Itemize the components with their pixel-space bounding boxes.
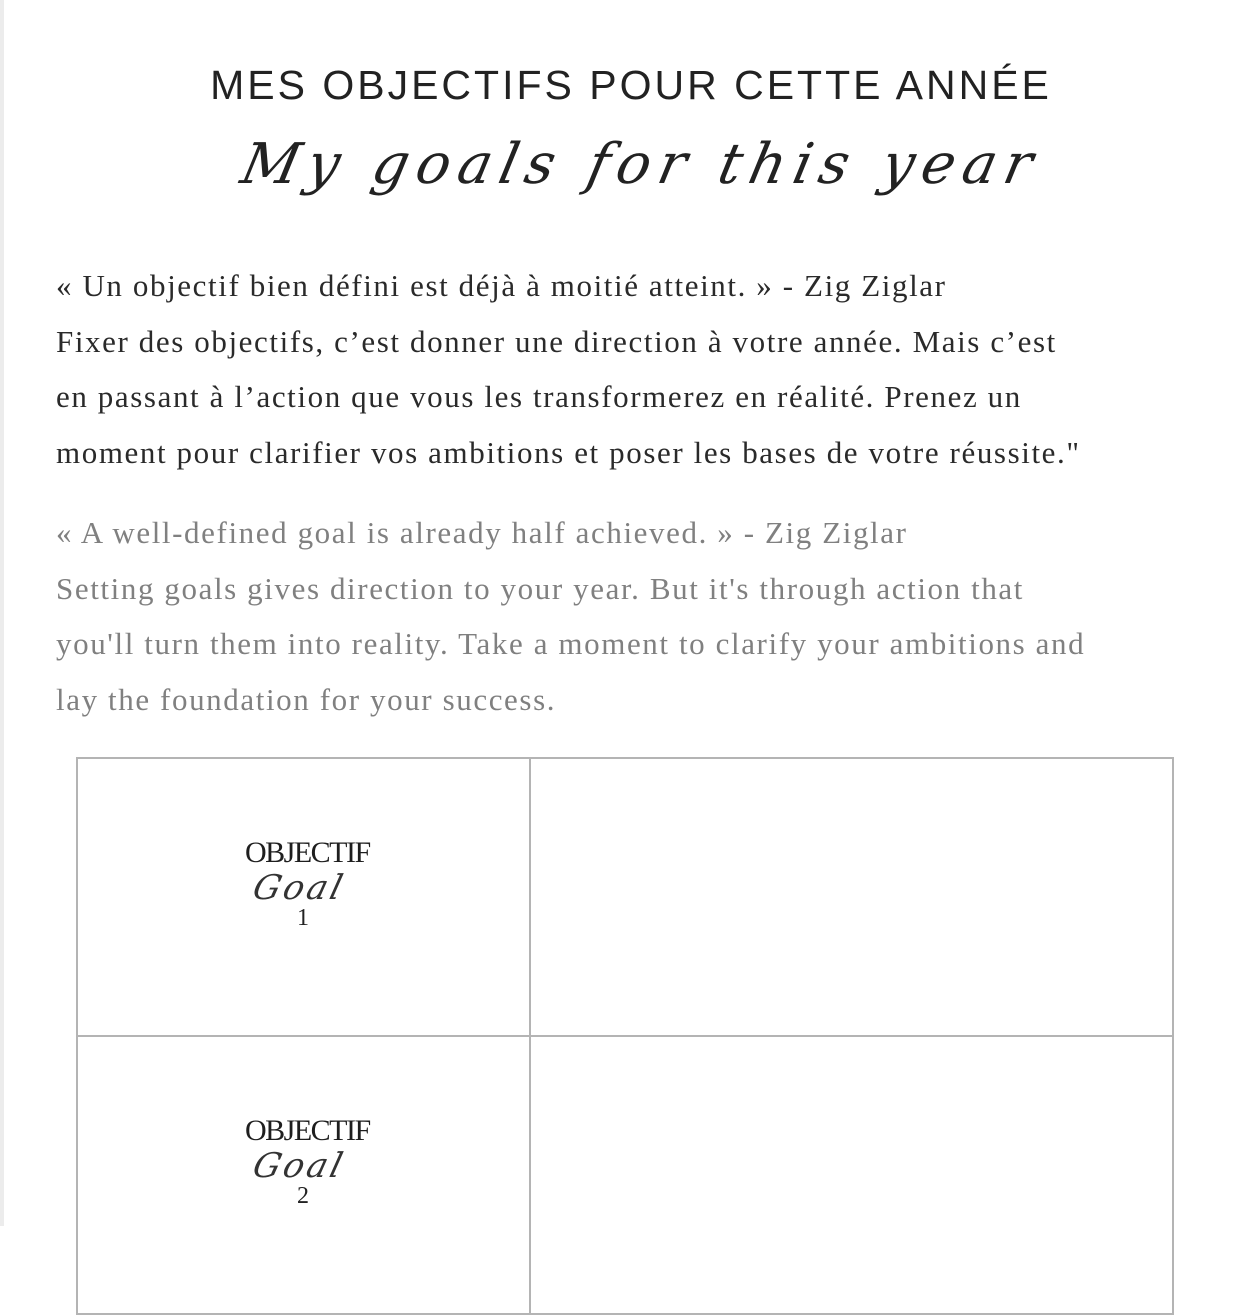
goal-label-en: Goal (248, 1146, 350, 1186)
goal-row (77, 758, 1173, 1036)
page-subtitle-script: My goals for this year (235, 132, 1047, 197)
goal-label-cell (77, 758, 530, 1036)
intro-french-line: Fixer des objectifs, c’est donner une direction à votre année. Mais c’est (56, 323, 1057, 359)
goal-label (245, 1115, 385, 1207)
goal-label-fr: OBJECTIF (245, 836, 370, 869)
goal-row (77, 1036, 1173, 1314)
goal-number: 1 (297, 905, 309, 931)
intro-english-line: you'll turn them into reality. Take a moment to clarify your ambitions and (56, 626, 1086, 661)
goal-label-en: Goal (248, 868, 350, 908)
intro-english-line: Setting goals gives direction to your year. But it's through action that (56, 570, 1024, 606)
goal-label-cell (77, 1036, 530, 1314)
page-title: MES OBJECTIFS POUR CETTE ANNÉE (210, 62, 1052, 108)
intro-english-quote: « A well-defined goal is already half achieved. » - Zig Ziglar (56, 515, 908, 550)
intro-english-line: lay the foundation for your success. (56, 681, 557, 717)
goal-entry-field[interactable] (530, 758, 1173, 1036)
goal-number: 2 (297, 1183, 309, 1209)
intro-french (56, 258, 1081, 480)
goal-label (245, 837, 385, 929)
intro-french-line: en passant à l’action que vous les transformerez en réalité. Prenez un (56, 379, 1022, 414)
intro-french-line: moment pour clarifier vos ambitions et poser les bases de votre réussite." (56, 434, 1081, 470)
intro-french-quote: « Un objectif bien défini est déjà à moitié atteint. » - Zig Ziglar (56, 268, 947, 303)
goals-table (76, 757, 1174, 1315)
goal-label-fr: OBJECTIF (245, 1114, 370, 1147)
goal-entry-field[interactable] (530, 1036, 1173, 1314)
intro-english (56, 505, 1085, 727)
